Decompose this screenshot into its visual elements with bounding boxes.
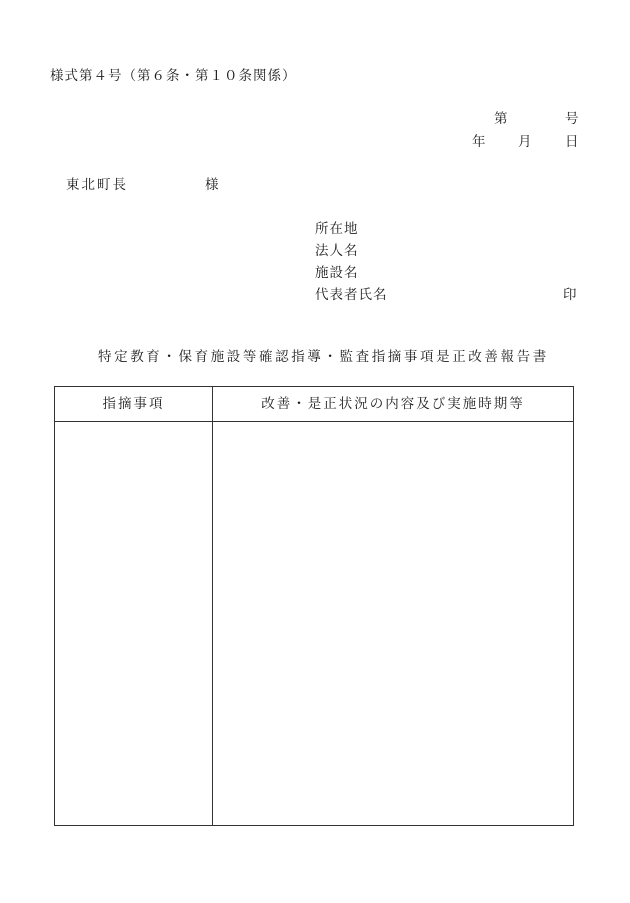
issue-cell[interactable] bbox=[55, 422, 212, 825]
form-label: 様式第４号（第６条・第１０条関係） bbox=[50, 68, 297, 84]
applicant-location-label: 所在地 bbox=[315, 221, 359, 237]
date-month: 月 bbox=[518, 134, 533, 150]
document-title: 特定教育・保育施設等確認指導・監査指摘事項是正改善報告書 bbox=[98, 349, 549, 365]
header-remedy: 改善・是正状況の内容及び実施時期等 bbox=[261, 396, 525, 412]
remedy-cell[interactable] bbox=[213, 422, 573, 825]
date-day: 日 bbox=[565, 134, 580, 150]
applicant-facility-label: 施設名 bbox=[315, 265, 359, 281]
addressee-honorific: 様 bbox=[205, 177, 220, 193]
header-issue: 指摘事項 bbox=[102, 396, 165, 412]
document-number-go: 号 bbox=[565, 111, 580, 127]
seal-mark: 印 bbox=[563, 287, 578, 303]
applicant-representative-label: 代表者氏名 bbox=[315, 287, 388, 303]
date-year: 年 bbox=[472, 134, 487, 150]
addressee-name: 東北町長 bbox=[66, 177, 128, 193]
document-number-dai: 第 bbox=[494, 111, 509, 127]
report-table bbox=[54, 386, 574, 826]
applicant-corporation-label: 法人名 bbox=[315, 243, 359, 259]
